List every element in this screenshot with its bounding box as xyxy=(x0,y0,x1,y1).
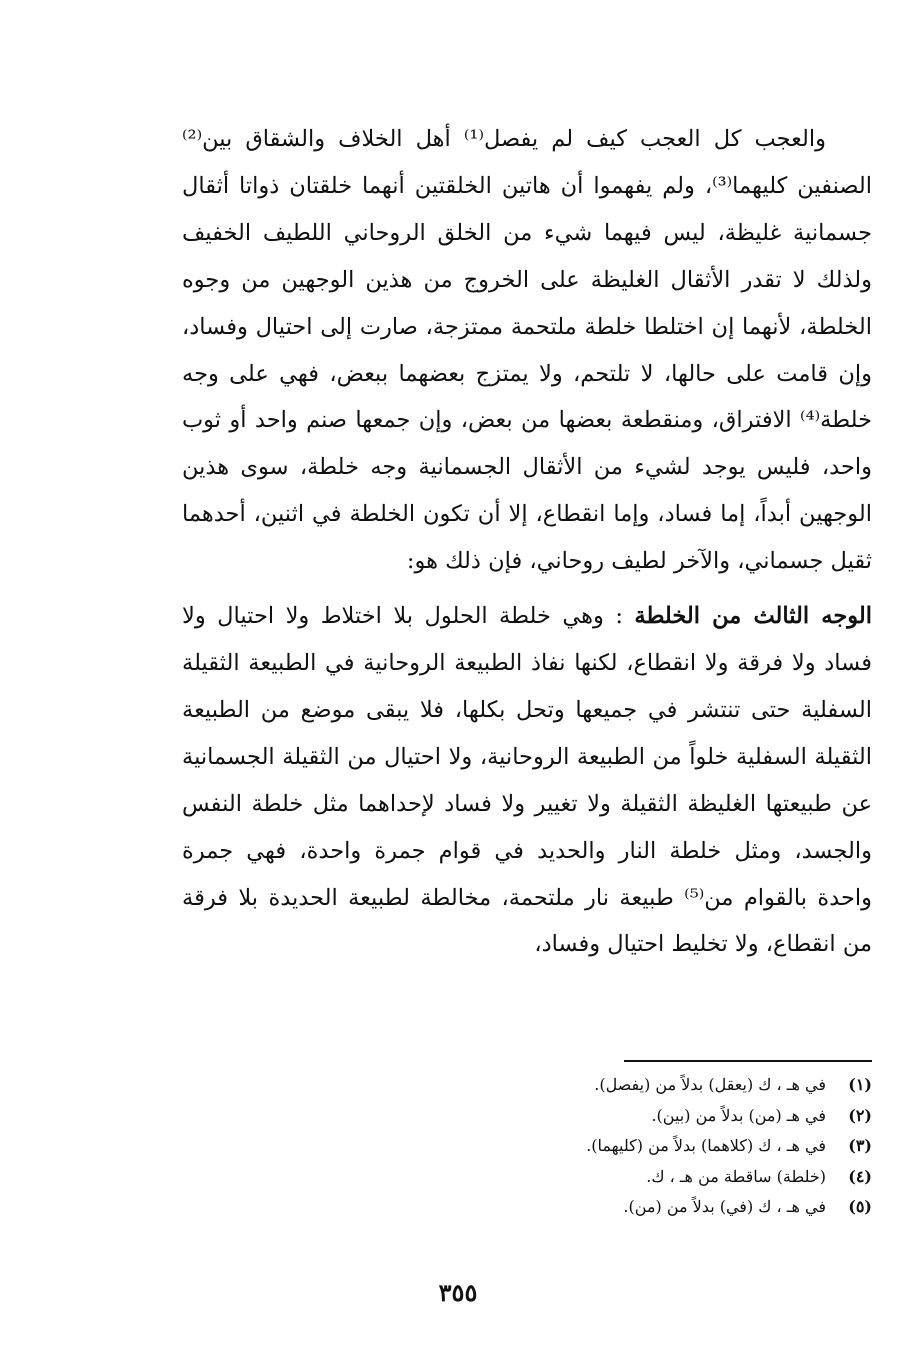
footnote-text: في هـ ، ك (يعقل) بدلاً من (يفصل). xyxy=(594,1075,826,1094)
paragraph-2-body: : وهي خلطة الحلول بلا اختلاط ولا احتيال ولا فساد ولا فرقة ولا انقطاع، لكنها نفاذ الطبيعة الروحانية في الطبيعة الثقيلة السفلية حتى تنتشر في جميعها وتحل بكلها، فلا يبقى موضع من الطبيعة الثقيلة السفلية خلواً من الطبيعة الروحانية، ولا احتيال من الثقيلة الجسمانية عن طبيعتها الغليظة الثقيلة ولا تغيير ولا فساد لإحداهما مثل خلطة النفس والجسد، ومثل خلطة النار والحديد في قوام جمرة واحدة، فهي جمرة واحدة بالقوام من⁽⁵⁾ طبيعة نار ملتحمة، مخالطة لطبيعة الحديدة بلا فرقة من انقطاع، ولا تخليط احتيال وفساد، xyxy=(182,603,873,958)
footnote-item xyxy=(182,1131,872,1162)
footnote-item xyxy=(182,1101,872,1132)
footnote-item xyxy=(182,1070,872,1101)
footnote-separator xyxy=(624,1060,872,1062)
footnote-item xyxy=(182,1162,872,1193)
footnote-number: (٣) xyxy=(848,1136,872,1155)
main-text xyxy=(182,116,872,968)
footnote-number: (٥) xyxy=(848,1197,872,1216)
footnote-number: (٢) xyxy=(848,1105,872,1125)
footnote-text: في هـ (من) بدلاً من (بين). xyxy=(651,1105,826,1125)
page-number: ٣٥٥ xyxy=(438,1278,478,1307)
footnote-text: في هـ ، ك (كلاهما) بدلاً من (كليهما). xyxy=(586,1136,826,1155)
section-heading: الوجه الثالث من الخلطة xyxy=(634,603,873,630)
footnote-number: (١) xyxy=(848,1075,872,1094)
footnote-text: (خلطة) ساقطة من هـ ، ك. xyxy=(646,1166,826,1186)
footnote-text: في هـ ، ك (في) بدلاً من (من). xyxy=(623,1197,826,1216)
paragraph-1: والعجب كل العجب كيف لم يفصل⁽¹⁾ أهل الخلاف والشقاق بين⁽²⁾ الصنفين كليهما⁽³⁾، ولم يفهموا أن هاتين الخلقتين أنهما خلقتان ذواتا أثقال جسمانية غليظة، ليس فيهما شيء من الخلق الروحاني اللطيف الخفيف ولذلك لا تقدر الأثقال الغليظة على الخروج من هذين الوجهين من وجوه الخلطة، لأنهما إن اختلطا خلطة ملتحمة ممتزجة، صارت إلى احتيال وفساد، وإن قامت على حالها، لا تلتحم، ولا يمتزج بعضهما ببعض، فهي على وجه خلطة⁽⁴⁾ الافتراق، ومنقطعة بعضها من بعض، وإن جمعها صنم واحد أو ثوب واحد، فليس يوجد لشيء من الأثقال الجسمانية وجه خلطة، سوى هذين الوجهين أبداً، إما فساد، وإما انقطاع، إلا أن تكون الخلطة في اثنين، أحدهما ثقيل جسماني، والآخر لطيف روحاني، فإن ذلك هو: xyxy=(182,126,872,575)
footnote-number: (٤) xyxy=(848,1166,872,1186)
footnote-item xyxy=(182,1192,872,1223)
footnotes xyxy=(182,1070,872,1223)
paragraph-2 xyxy=(182,593,872,968)
